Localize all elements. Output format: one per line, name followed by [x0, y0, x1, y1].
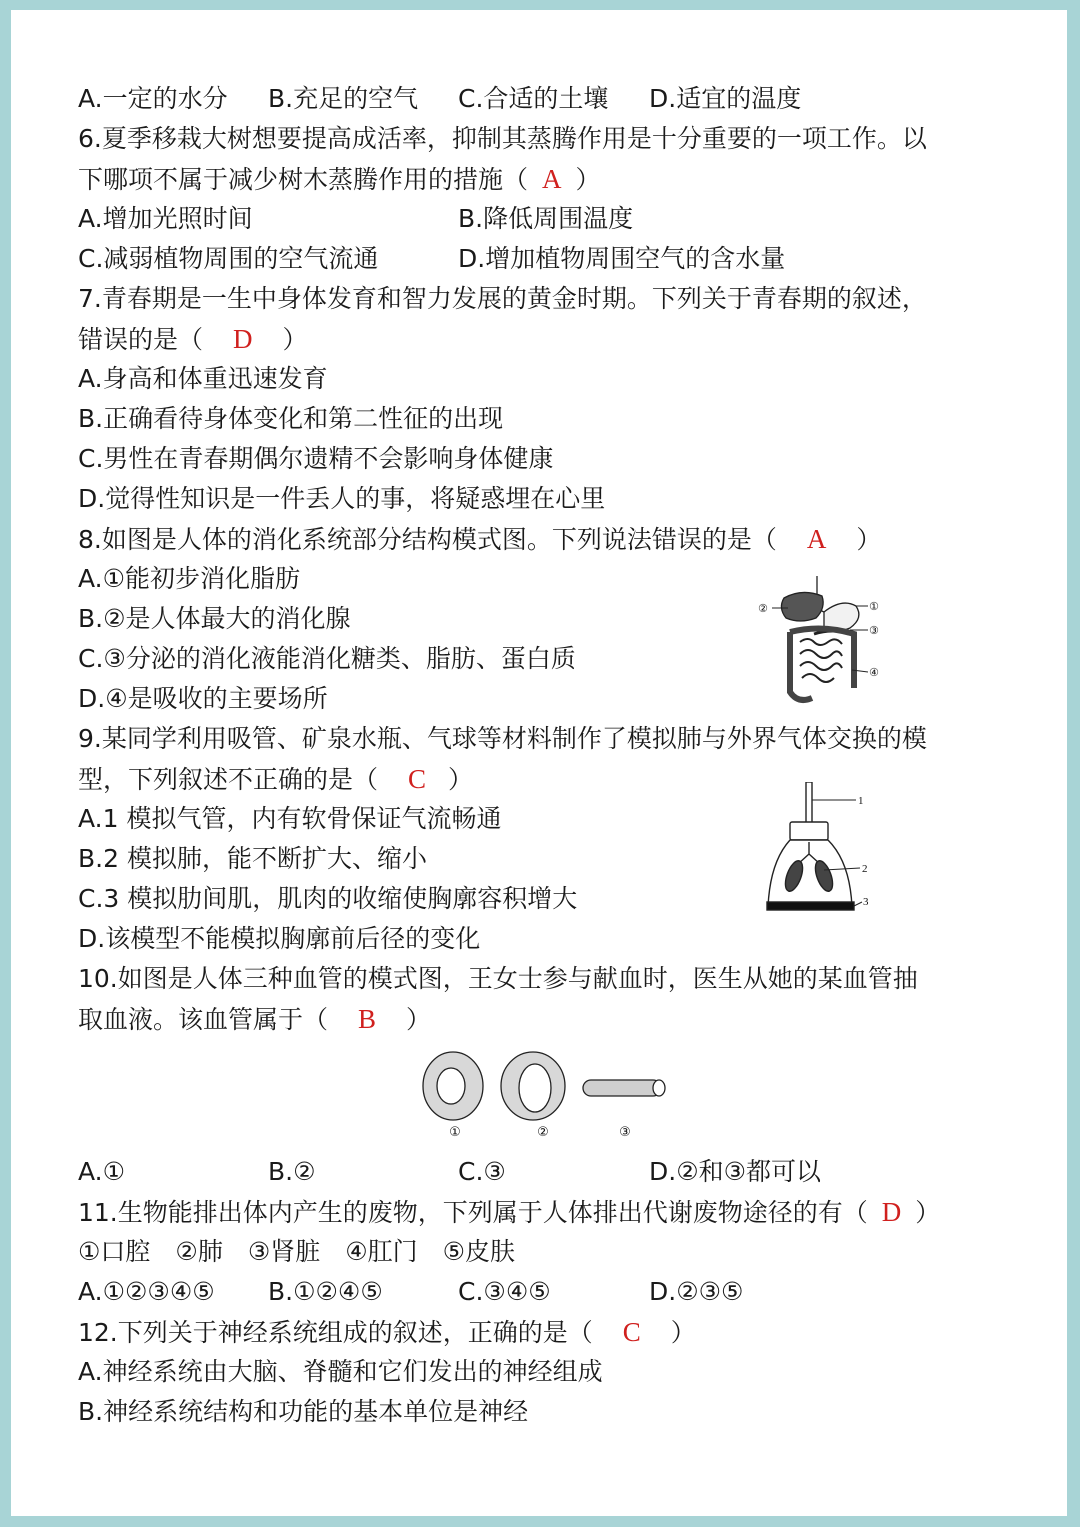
q10-stem-line1: 10.如图是人体三种血管的模式图，王女士参与献血时，医生从她的某血管抽: [78, 964, 918, 993]
vessel-label-1: ①: [449, 1125, 461, 1140]
rubber-membrane-shape: [767, 902, 854, 910]
q6-option-a: A.增加光照时间: [78, 204, 253, 233]
q9-option-d: D.该模型不能模拟胸廓前后径的变化: [78, 924, 481, 953]
q7-stem-line2: [78, 319, 1008, 359]
capillary-shape: [583, 1080, 661, 1096]
q5-option-d: D.适宜的温度: [649, 84, 802, 113]
q8-stem: [78, 519, 1008, 559]
q11-items: ①口腔 ②肺 ③肾脏 ④肛门 ⑤皮肤: [78, 1237, 516, 1266]
bottle-cap-shape: [790, 822, 828, 840]
vessel-label-3: ③: [619, 1125, 631, 1140]
q11-option-b: B.①②④⑤: [268, 1277, 383, 1306]
q11-stem-close: ）: [915, 1198, 941, 1227]
q6-option-b: B.降低周围温度: [458, 204, 634, 233]
q12-stem: [78, 1312, 1008, 1352]
q7-option-d: D.觉得性知识是一件丢人的事，将疑惑埋在心里: [78, 484, 606, 513]
q12-answer: C: [622, 1317, 641, 1347]
q6-option-c: C.减弱植物周围的空气流通: [78, 244, 379, 273]
q7-option-a: A.身高和体重迅速发育: [78, 364, 328, 393]
q11-options: [78, 1272, 1008, 1312]
q11-option-c: C.③④⑤: [458, 1277, 551, 1306]
q6-stem-text: 下哪项不属于减少树木蒸腾作用的措施（: [78, 165, 529, 194]
q11-stem: [78, 1192, 1008, 1232]
q12-stem-text: 12.下列关于神经系统组成的叙述，正确的是（: [78, 1318, 593, 1347]
q5-options: [78, 79, 1008, 119]
q9-stem-line1: 9.某同学利用吸管、矿泉水瓶、气球等材料制作了模拟肺与外界气体交换的模: [78, 724, 927, 753]
q9-stem-close: ）: [448, 765, 474, 794]
digestive-label-4: ④: [869, 666, 879, 679]
q9-stem-text: 型，下列叙述不正确的是（: [78, 765, 379, 794]
q8-option-a: A.①能初步消化脂肪: [78, 564, 301, 593]
q6-option-d: D.增加植物周围空气的含水量: [458, 244, 786, 273]
vein-lumen-shape: [519, 1064, 551, 1112]
bottle-body-shape: [768, 840, 852, 907]
q6-stem-line2: [78, 159, 1008, 199]
q10-option-c: C.③: [458, 1157, 506, 1186]
q9-option-c: C.3 模拟肋间肌，肌肉的收缩使胸廓容积增大: [78, 884, 578, 913]
q7-option-b: B.正确看待身体变化和第二性征的出现: [78, 404, 504, 433]
q5-option-c: C.合适的土壤: [458, 84, 609, 113]
q9-option-b: B.2 模拟肺，能不断扩大、缩小: [78, 844, 427, 873]
q6-stem-close: ）: [575, 165, 601, 194]
q11-answer: D: [881, 1197, 902, 1227]
q12-option-b: B.神经系统结构和功能的基本单位是神经: [78, 1397, 529, 1426]
lung-model-label-2: 2: [862, 863, 868, 875]
q10-option-b: B.②: [268, 1157, 316, 1186]
q8-option-d: D.④是吸收的主要场所: [78, 684, 328, 713]
q11-option-a: A.①②③④⑤: [78, 1277, 215, 1306]
digestive-label-1: ①: [869, 600, 879, 613]
blood-vessels-figure: [415, 1046, 670, 1141]
q8-stem-close: ）: [856, 525, 882, 554]
q9-answer: C: [408, 764, 427, 794]
q9-option-a: A.1 模拟气管，内有软骨保证气流畅通: [78, 804, 502, 833]
q5-option-b: B.充足的空气: [268, 84, 419, 113]
vessel-label-2: ②: [537, 1125, 549, 1140]
q6-stem-line1: 6.夏季移栽大树想要提高成活率，抑制其蒸腾作用是十分重要的一项工作。以: [78, 124, 927, 153]
q7-stem-close: ）: [282, 325, 308, 354]
capillary-end-shape: [653, 1080, 665, 1096]
q11-option-d: D.②③⑤: [649, 1277, 744, 1306]
q7-stem-line1: 7.青春期是一生中身体发育和智力发展的黄金时期。下列关于青春期的叙述，: [78, 284, 927, 313]
q12-option-a: A.神经系统由大脑、脊髓和它们发出的神经组成: [78, 1357, 603, 1386]
q8-stem-text: 8.如图是人体的消化系统部分结构模式图。下列说法错误的是（: [78, 525, 777, 554]
small-intestine-shape: [800, 639, 842, 682]
lung-model-label-3: 3: [863, 896, 869, 908]
q10-stem-line2: [78, 999, 1008, 1039]
q12-stem-close: ）: [670, 1318, 696, 1347]
q8-option-b: B.②是人体最大的消化腺: [78, 604, 351, 633]
q7-option-c: C.男性在青春期偶尔遗精不会影响身体健康: [78, 444, 554, 473]
q10-option-d: D.②和③都可以: [649, 1157, 822, 1186]
q7-stem-text: 错误的是（: [78, 325, 204, 354]
lung-model-figure: [760, 782, 890, 914]
digestive-label-3: ③: [869, 624, 879, 637]
q8-answer: A: [806, 524, 827, 554]
q10-options: [78, 1152, 1008, 1192]
artery-lumen-shape: [437, 1068, 465, 1104]
q7-answer: D: [233, 324, 253, 354]
digestive-system-figure: [752, 572, 892, 712]
liver-shape: [781, 592, 823, 621]
lung-model-label-1: 1: [858, 795, 864, 807]
q11-stem-text: 11.生物能排出体内产生的废物，下列属于人体排出代谢废物途径的有（: [78, 1198, 868, 1227]
q10-stem-text: 取血液。该血管属于（: [78, 1005, 329, 1034]
q10-option-a: A.①: [78, 1157, 126, 1186]
q6-options-row2: [78, 239, 1008, 279]
q8-option-c: C.③分泌的消化液能消化糖类、脂肪、蛋白质: [78, 644, 576, 673]
q5-option-a: A.一定的水分: [78, 84, 228, 113]
question-sheet: [78, 79, 1008, 1432]
digestive-label-2: ②: [758, 602, 768, 615]
q10-stem-close: ）: [406, 1005, 432, 1034]
q10-answer: B: [358, 1004, 377, 1034]
q6-options-row1: [78, 199, 1008, 239]
q6-answer: A: [542, 164, 562, 194]
